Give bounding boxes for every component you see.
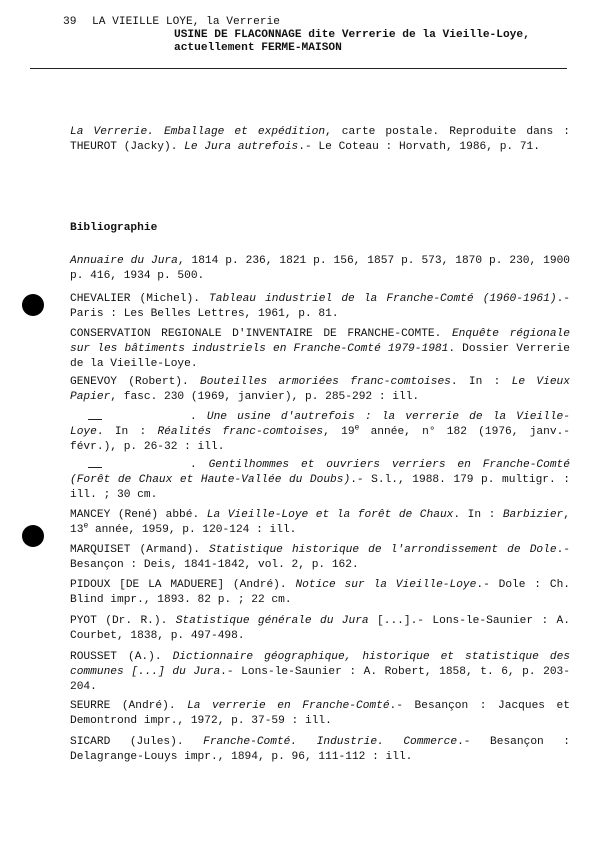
punch-hole-bottom [22, 525, 44, 547]
punch-hole-top [22, 294, 44, 316]
bib-entry-mancey: MANCEY (René) abbé. La Vieille-Loye et la forêt de Chaux. In : Barbizier, 13e année, 1959, p. 120-124 : ill. [70, 509, 570, 536]
bib-entry-chevalier: CHEVALIER (Michel). Tableau industriel de la Franche-Comté (1960-1961).- Paris : Les Belles Lettres, 1961, p. 81. [70, 293, 570, 320]
header-title-line1: USINE DE FLACONNAGE dite Verrerie de la Vieille-Loye, [174, 29, 530, 41]
bib-entry-annuaire: Annuaire du Jura, 1814 p. 236, 1821 p. 156, 1857 p. 573, 1870 p. 230, 1900 p. 416, 1934 p. 500. [70, 255, 570, 282]
bib-entry-seurre: SEURRE (André). La verrerie en Franche-Comté.- Besançon : Jacques et Demontrond impr., 1972, p. 37-59 : ill. [70, 700, 570, 727]
header-divider [30, 68, 567, 69]
bib-entry-pyot: PYOT (Dr. R.). Statistique générale du Jura [...].- Lons-le-Saunier : A. Courbet, 1838, p. 497-498. [70, 615, 570, 642]
bib-entry-genevoy-usine: . Une usine d'autrefois : la verrerie de la Vieille-Loye. In : Réalités franc-comtoises, 19e année, n° 182 (1976, janv.-févr.), p. 26-32 : ill. [70, 411, 570, 453]
illustration-title: La Verrerie. Emballage et expédition [70, 126, 326, 138]
header-location: LA VIEILLE LOYE, la Verrerie [92, 16, 280, 28]
bib-entry-genevoy: GENEVOY (Robert). Bouteilles armoriées franc-comtoises. In : Le Vieux Papier, fasc. 230 (1969, janvier), p. 285-292 : ill. [70, 376, 570, 403]
illustration-caption: La Verrerie. Emballage et expédition, carte postale. Reproduite dans : THEUROT (Jacky). Le Jura autrefois.- Le Coteau : Horvath, 1986, p. 71. [70, 126, 570, 153]
bib-entry-rousset: ROUSSET (A.). Dictionnaire géographique, historique et statistique des communes [...] du Jura.- Lons-le-Saunier : A. Robert, 1858, t. 6, p. 203-204. [70, 651, 570, 693]
page-number: 39 [63, 16, 77, 28]
bib-entry-pidoux: PIDOUX [DE LA MADUERE] (André). Notice sur la Vieille-Loye.- Dole : Ch. Blind impr., 1893. 82 p. ; 22 cm. [70, 579, 570, 606]
header-title-line2: actuellement FERME-MAISON [174, 42, 342, 54]
bib-entry-conservation: CONSERVATION REGIONALE D'INVENTAIRE DE FRANCHE-COMTE. Enquête régionale sur les bâtiments industriels en Franche-Comté 1979-1981. Dossier Verrerie de la Vieille-Loye. [70, 328, 570, 370]
bib-entry-genevoy-gentilhommes: . Gentilhommes et ouvriers verriers en Franche-Comté (Forêt de Chaux et Haute-Vallée du Doubs).- S.l., 1988. 179 p. multigr. : ill. ; 30 cm. [70, 459, 570, 501]
bibliography-heading: Bibliographie [70, 222, 158, 234]
bib-entry-sicard: SICARD (Jules). Franche-Comté. Industrie. Commerce.- Besançon : Delagrange-Louys impr., 1894, p. 96, 111-112 : ill. [70, 736, 571, 763]
bib-entry-marquiset: MARQUISET (Armand). Statistique historique de l'arrondissement de Dole.- Besançon : Deis, 1841-1842, vol. 2, p. 162. [70, 544, 570, 571]
illustration-source-title: Le Jura autrefois [184, 141, 299, 153]
